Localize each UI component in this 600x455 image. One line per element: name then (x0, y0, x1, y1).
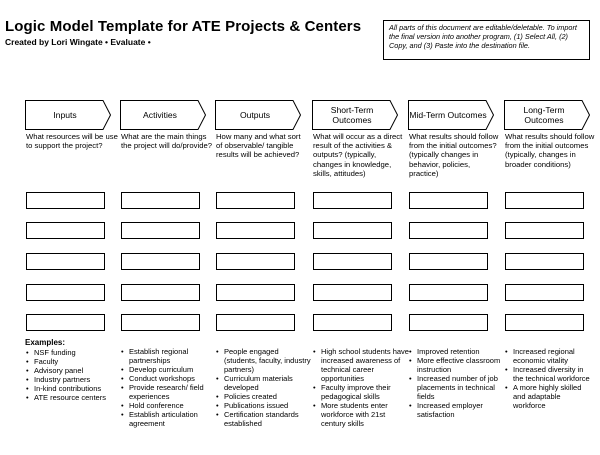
column-outputs (215, 100, 311, 428)
column-label: Inputs (53, 110, 77, 120)
column-mid-term-outcomes (408, 100, 501, 419)
example-item: • Develop curriculum (120, 365, 218, 374)
column-question: What are the main things the project will do/provide? (121, 132, 213, 151)
example-item: • More students enter workforce with 21st century skills (312, 401, 410, 428)
example-item: • People engaged (students, faculty, industry partners) (215, 347, 313, 374)
page-title: Logic Model Template for ATE Projects & Centers (5, 18, 362, 35)
output-box[interactable] (216, 222, 295, 239)
short-term-box[interactable] (313, 222, 392, 239)
example-item: • High school students have increased awareness of technical career opportunities (312, 347, 410, 383)
examples-title: Examples: (25, 338, 66, 347)
example-item: • Publications issued (215, 401, 313, 410)
long-term-box[interactable] (505, 222, 584, 239)
column-label: Activities (143, 110, 177, 120)
output-box[interactable] (216, 192, 295, 209)
example-item: • Advisory panel (25, 366, 123, 375)
output-box[interactable] (216, 284, 295, 301)
mid-term-box[interactable] (409, 314, 488, 331)
column-label: Long-Term Outcomes (523, 105, 565, 125)
column-inputs (25, 100, 118, 402)
column-question: How many and what sort of observable/ tangible results will be achieved? (216, 132, 301, 160)
examples-list (504, 347, 594, 410)
examples-list (120, 347, 218, 428)
example-item: • Curriculum materials developed (215, 374, 313, 392)
activity-box[interactable] (121, 192, 200, 209)
activity-box[interactable] (121, 222, 200, 239)
output-box[interactable] (216, 253, 295, 270)
column-long-term-outcomes (504, 100, 595, 410)
short-term-box[interactable] (313, 253, 392, 270)
example-item: • Policies created (215, 392, 313, 401)
mid-term-box[interactable] (409, 284, 488, 301)
example-item: • Establish regional partnerships (120, 347, 218, 365)
activity-box[interactable] (121, 284, 200, 301)
long-term-box[interactable] (505, 284, 584, 301)
example-item: • ATE resource centers (25, 393, 123, 402)
example-item: • Hold conference (120, 401, 218, 410)
examples-list (25, 338, 123, 402)
example-item: • Increased regional economic vitality (504, 347, 594, 365)
example-item: • More effective classroom instruction (408, 356, 506, 374)
column-question: What resources will be use to support the project? (26, 132, 118, 151)
example-item: • Faculty improve their pedagogical skills (312, 383, 410, 401)
column-question: What will occur as a direct result of the activities & outputs? (typically, changes in knowledge, skills, attitudes) (313, 132, 403, 178)
input-box[interactable] (26, 222, 105, 239)
example-item: • Increased diversity in the technical workforce (504, 365, 594, 383)
column-activities (120, 100, 213, 428)
examples-list (408, 347, 506, 419)
example-item: • Certification standards established (215, 410, 313, 428)
long-term-box[interactable] (505, 192, 584, 209)
output-box[interactable] (216, 314, 295, 331)
input-box[interactable] (26, 253, 105, 270)
example-item: • In-kind contributions (25, 384, 123, 393)
example-item: • Provide research/ field experiences (120, 383, 218, 401)
page-subtitle: Created by Lori Wingate • Evaluate • (5, 37, 151, 47)
short-term-box[interactable] (313, 192, 392, 209)
mid-term-box[interactable] (409, 192, 488, 209)
activity-box[interactable] (121, 314, 200, 331)
input-box[interactable] (26, 192, 105, 209)
column-short-term-outcomes (312, 100, 409, 428)
short-term-box[interactable] (313, 314, 392, 331)
activity-box[interactable] (121, 253, 200, 270)
example-item: • Industry partners (25, 375, 123, 384)
column-question: What results should follow from the initial outcomes (typically, changes in broader conditions) (505, 132, 595, 169)
mid-term-box[interactable] (409, 222, 488, 239)
column-label: Mid-Term Outcomes (409, 110, 487, 120)
short-term-box[interactable] (313, 284, 392, 301)
input-box[interactable] (26, 314, 105, 331)
input-box[interactable] (26, 284, 105, 301)
examples-list (312, 347, 410, 428)
mid-term-box[interactable] (409, 253, 488, 270)
column-label: Short-Term Outcomes (330, 105, 374, 125)
long-term-box[interactable] (505, 314, 584, 331)
example-item: • Conduct workshops (120, 374, 218, 383)
example-item: • Establish articulation agreement (120, 410, 218, 428)
example-item: • Increased number of job placements in technical fields (408, 374, 506, 401)
example-item: • Improved retention (408, 347, 506, 356)
column-label: Outputs (239, 110, 271, 120)
long-term-box[interactable] (505, 253, 584, 270)
examples-list (215, 347, 313, 428)
example-item: • A more highly skilled and adaptable workforce (504, 383, 594, 410)
example-item: • NSF funding (25, 348, 123, 357)
example-item: • Increased employer satisfaction (408, 401, 506, 419)
column-question: What results should follow from the initial outcomes? (typically changes in behavior, policies, practice) (409, 132, 499, 178)
example-item: • Faculty (25, 357, 123, 366)
editing-note: All parts of this document are editable/deletable. To import the final version into another program, (1) Select All, (2) Copy, and (3) Paste into the destination file. (383, 20, 590, 60)
